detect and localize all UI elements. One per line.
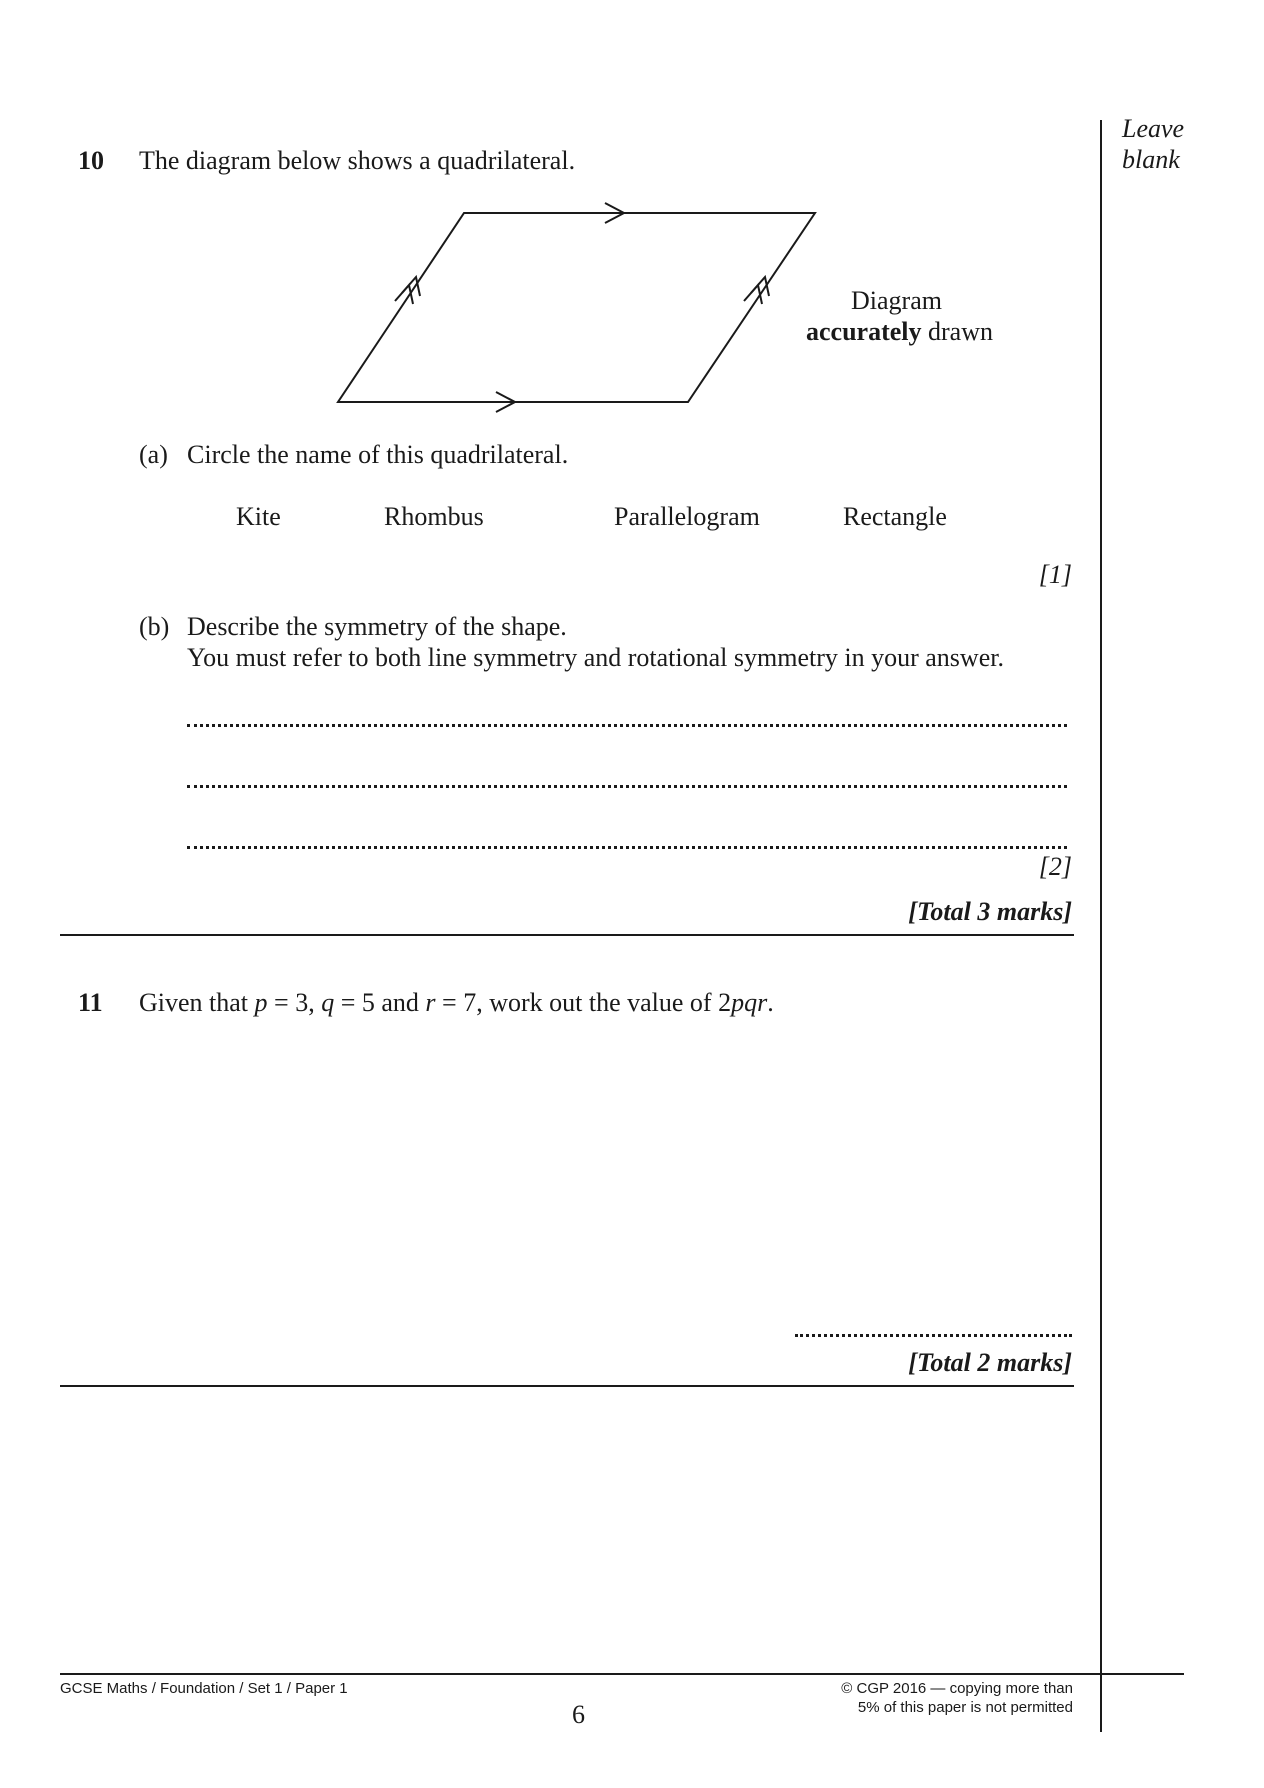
parallelogram-diagram	[0, 0, 1264, 460]
page-number: 6	[572, 1700, 585, 1729]
q11-answer-line[interactable]	[795, 1334, 1072, 1337]
q11-number: 11	[78, 988, 103, 1017]
var-r: r	[425, 988, 436, 1017]
q10-divider	[60, 934, 1074, 936]
footer-rule	[60, 1673, 1184, 1675]
var-p: p	[254, 988, 268, 1017]
footer-left: GCSE Maths / Foundation / Set 1 / Paper 1	[60, 1680, 348, 1697]
option-rectangle[interactable]: Rectangle	[843, 502, 947, 531]
q10-total-marks: [Total 3 marks]	[908, 897, 1072, 926]
option-kite[interactable]: Kite	[236, 502, 281, 531]
q11-stem-part: .	[767, 988, 774, 1017]
answer-line-1[interactable]	[187, 724, 1067, 727]
var-pqr: pqr	[731, 988, 768, 1017]
answer-line-3[interactable]	[187, 846, 1067, 849]
leave-blank-line1: Leave	[1122, 114, 1185, 143]
leave-blank-line2: blank	[1122, 145, 1180, 174]
diagram-note-line2	[806, 317, 993, 347]
parallelogram-shape	[338, 213, 815, 402]
diagram-note-rest: drawn	[921, 317, 993, 346]
q11-stem-part: = 5 and	[334, 988, 426, 1017]
q11-stem-part: = 3,	[267, 988, 322, 1017]
option-parallelogram[interactable]: Parallelogram	[614, 502, 760, 531]
part-b-line2: You must refer to both line symmetry and rotational symmetry in your answer.	[187, 643, 1004, 672]
q11-stem-part: Given that	[139, 988, 255, 1017]
q11-total-marks: [Total 2 marks]	[908, 1348, 1072, 1377]
part-a-label: (a)	[139, 440, 168, 469]
diagram-note-line1: Diagram	[851, 286, 942, 315]
part-a-marks: [1]	[1038, 560, 1072, 589]
parallel-arrow-left-1	[395, 285, 413, 304]
footer-right-line1: © CGP 2016 — copying more than	[841, 1680, 1073, 1697]
parallel-arrow-right-1	[744, 285, 762, 304]
answer-line-2[interactable]	[187, 785, 1067, 788]
footer-right-line2: 5% of this paper is not permitted	[857, 1699, 1073, 1716]
part-b-line1: Describe the symmetry of the shape.	[187, 612, 567, 641]
q11-stem-part: = 7, work out the value of 2	[435, 988, 732, 1017]
part-b-marks: [2]	[1038, 852, 1072, 881]
part-a-text: Circle the name of this quadrilateral.	[187, 440, 569, 469]
var-q: q	[321, 988, 335, 1017]
q10-stem: The diagram below shows a quadrilateral.	[139, 146, 576, 175]
part-b-label: (b)	[139, 612, 170, 641]
q11-stem	[139, 988, 774, 1018]
option-rhombus[interactable]: Rhombus	[384, 502, 484, 531]
q11-divider	[60, 1385, 1074, 1387]
diagram-note-bold: accurately	[806, 317, 922, 346]
q10-number: 10	[78, 146, 104, 175]
